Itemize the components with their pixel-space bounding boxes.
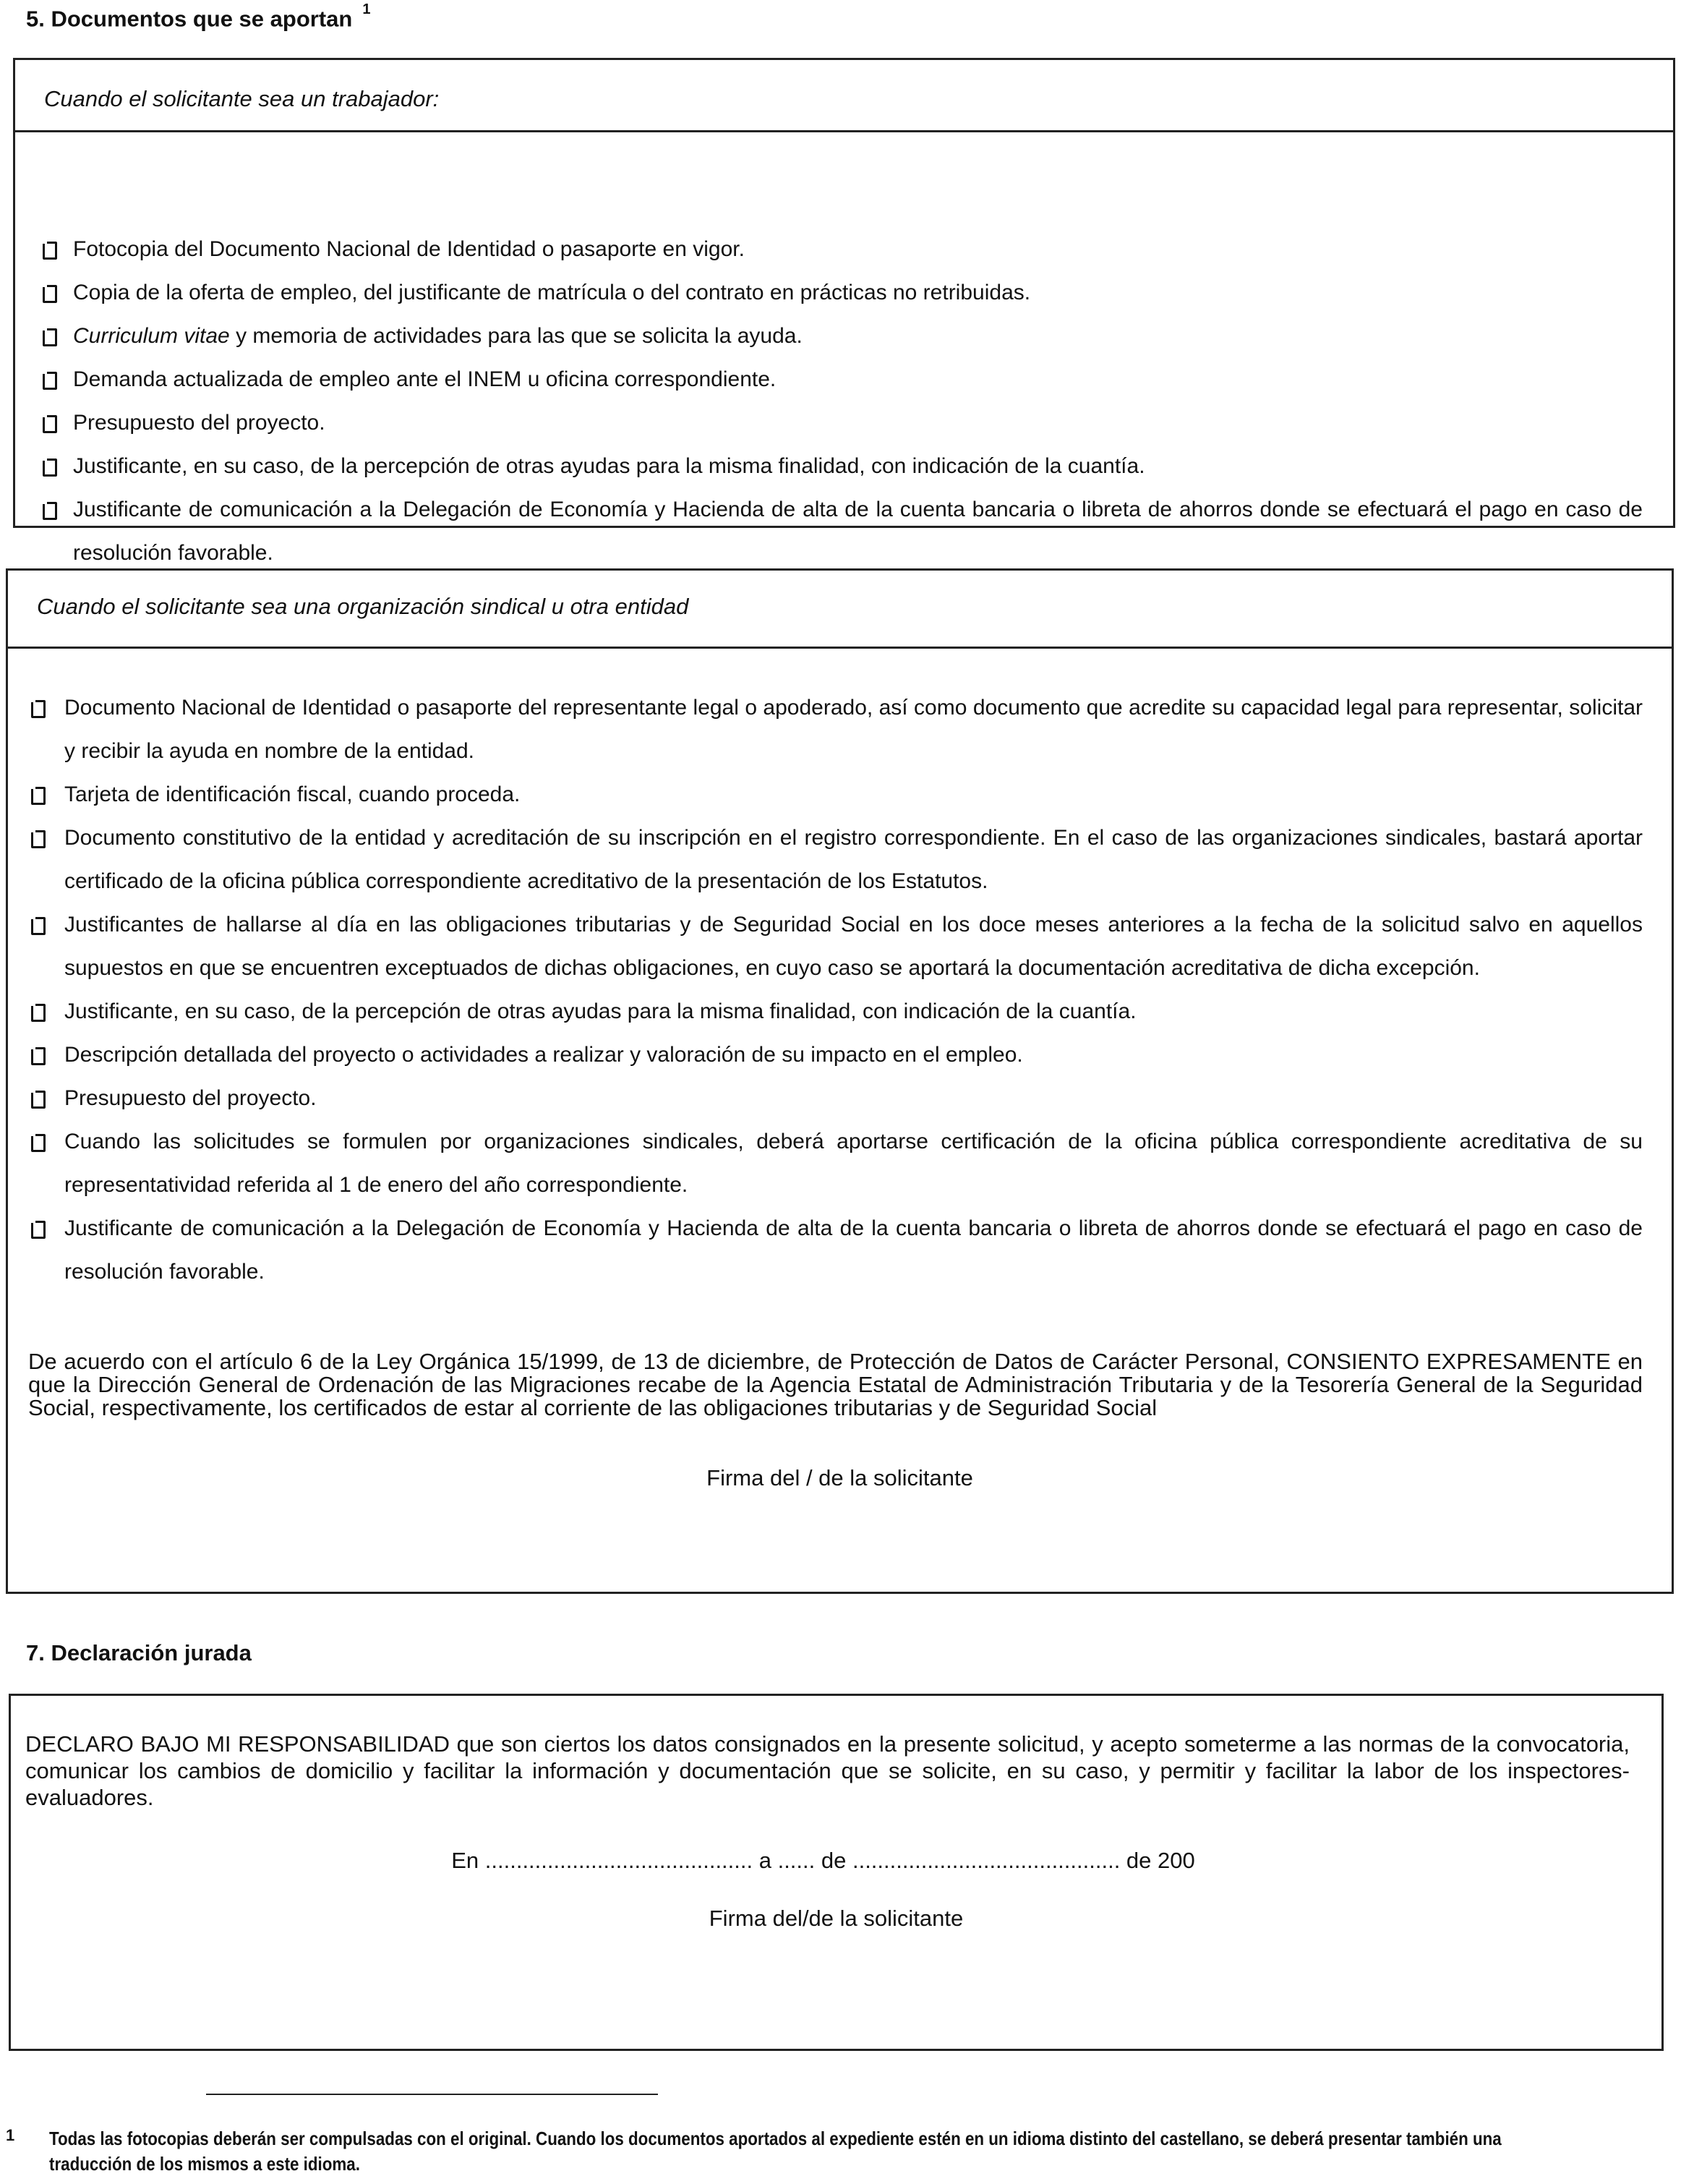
checkbox-icon[interactable] — [31, 1047, 46, 1065]
checklist-item — [8, 1207, 1672, 1294]
worker-box-header — [15, 60, 1673, 132]
checklist-item-text: Demanda actualizada de empleo ante el INEM u oficina correspondiente. — [73, 367, 777, 391]
checkbox-icon[interactable] — [31, 700, 46, 718]
sworn-declaration-box — [9, 1694, 1664, 2051]
section-5-title — [26, 1, 371, 32]
organization-box-header-text: Cuando el solicitante sea una organización sindical u otra entidad — [37, 594, 689, 619]
place-date-line: En ........................................... a ...... de ........................................... de 200 — [451, 1848, 1195, 1873]
checkbox-icon[interactable] — [31, 830, 46, 848]
checklist-item — [15, 228, 1673, 271]
checklist-item-text: Justificante, en su caso, de la percepción de otras ayudas para la misma finalidad, con indicación de la cuantía. — [73, 454, 1145, 478]
declaration-signature-label: Firma del/de la solicitante — [709, 1906, 964, 1931]
worker-box-header-text: Cuando el solicitante sea un trabajador: — [44, 86, 440, 111]
checklist-item-text: y memoria de actividades para las que se solicita la ayuda. — [229, 324, 803, 348]
checkbox-icon[interactable] — [43, 242, 57, 260]
checklist-item-text: Tarjeta de identificación fiscal, cuando proceda. — [64, 782, 521, 806]
checkbox-icon[interactable] — [43, 285, 57, 303]
checklist-item — [15, 401, 1673, 445]
checklist-item — [8, 1077, 1672, 1120]
checklist-item — [8, 816, 1672, 903]
organization-signature-label: Firma del / de la solicitante — [706, 1465, 973, 1490]
organization-box-header — [8, 571, 1672, 649]
checklist-item — [8, 773, 1672, 816]
checklist-item — [15, 315, 1673, 358]
checkbox-icon[interactable] — [43, 415, 57, 433]
section-5-title-text: 5. Documentos que se aportan — [26, 6, 353, 32]
checkbox-icon[interactable] — [43, 502, 57, 520]
checklist-item-text: Copia de la oferta de empleo, del justificante de matrícula o del contrato en prácticas no retribuidas. — [73, 281, 1031, 304]
worker-documents-list — [15, 228, 1673, 575]
footnote-reference: 1 — [362, 1, 371, 17]
checklist-item-text: Documento constitutivo de la entidad y acreditación de su inscripción en el registro correspondiente. En el caso de las organizaciones sindicales, bastará aportar certificado de la oficina pública correspondiente acreditativo de la presentación de los Estatutos. — [64, 826, 1643, 893]
checkbox-icon[interactable] — [43, 328, 57, 346]
worker-documents-box — [13, 58, 1675, 565]
data-protection-consent: De acuerdo con el artículo 6 de la Ley Orgánica 15/1999, de 13 de diciembre, de Protección de Datos de Carácter Personal, CONSIENTO EXPRESAMENTE en que la Dirección General de Ordenación de las Migraciones recabe de la Agencia Estatal de Administración Tributaria y de la Tesorería General de la Seguridad Social, respectivamente, los certificados de estar al corriente de las obligaciones tributarias y de Seguridad Social — [28, 1349, 1643, 1420]
checklist-item — [15, 445, 1673, 488]
footnote-separator — [206, 2094, 658, 2095]
checklist-item — [8, 1033, 1672, 1077]
checkbox-icon[interactable] — [31, 787, 46, 805]
checklist-item — [15, 358, 1673, 401]
checklist-item — [8, 686, 1672, 773]
checklist-item-emphasis: Curriculum vitae — [73, 324, 230, 348]
checklist-item — [8, 1120, 1672, 1207]
checklist-item-text: Justificantes de hallarse al día en las obligaciones tributarias y de Seguridad Social en los doce meses anteriores a la fecha de la solicitud salvo en aquellos supuestos en que se encuentren exceptuados de dichas obligaciones, en cuyo caso se aportará la documentación acreditativa de dicha excepción. — [64, 913, 1643, 980]
checklist-item-text: Justificante de comunicación a la Delegación de Economía y Hacienda de alta de la cuenta bancaria o libreta de ahorros donde se efectuará el pago en caso de resolución favorable. — [64, 1216, 1643, 1284]
checklist-item-text: Justificante, en su caso, de la percepción de otras ayudas para la misma finalidad, con indicación de la cuantía. — [64, 999, 1137, 1023]
checklist-item — [15, 271, 1673, 315]
footnote-text: Todas las fotocopias deberán ser compulsadas con el original. Cuando los documentos aportados al expediente estén en un idioma distinto del castellano, se deberá presentar también una traducción de los mismos a este idioma. — [49, 2128, 1502, 2175]
organization-documents-box — [6, 568, 1674, 1594]
organization-documents-list — [8, 686, 1672, 1294]
checkbox-icon[interactable] — [31, 1004, 46, 1022]
checkbox-icon[interactable] — [31, 917, 46, 935]
checklist-item-text: Descripción detallada del proyecto o actividades a realizar y valoración de su impacto en el empleo. — [64, 1043, 1023, 1067]
checklist-item — [15, 488, 1673, 575]
checklist-item-text: Documento Nacional de Identidad o pasaporte del representante legal o apoderado, así como documento que acredite su capacidad legal para representar, solicitar y recibir la ayuda en nombre de la entidad. — [64, 696, 1643, 763]
checkbox-icon[interactable] — [31, 1221, 46, 1239]
checklist-item-text: Presupuesto del proyecto. — [64, 1086, 317, 1110]
checklist-item — [8, 990, 1672, 1033]
section-7-title: 7. Declaración jurada — [26, 1640, 252, 1665]
checkbox-icon[interactable] — [43, 372, 57, 390]
checkbox-icon[interactable] — [31, 1091, 46, 1109]
checklist-item-text: Cuando las solicitudes se formulen por organizaciones sindicales, deberá aportarse certificación de la oficina pública correspondiente acreditativa de su representatividad referida al 1 de enero del año correspondiente. — [64, 1130, 1643, 1197]
checklist-item — [8, 903, 1672, 990]
checkbox-icon[interactable] — [43, 458, 57, 477]
checklist-item-text: Presupuesto del proyecto. — [73, 411, 325, 435]
footnote-number: 1 — [6, 2126, 15, 2144]
checklist-item-text: Fotocopia del Documento Nacional de Identidad o pasaporte en vigor. — [73, 237, 745, 261]
checkbox-icon[interactable] — [31, 1134, 46, 1152]
checklist-item-text: Justificante de comunicación a la Delegación de Economía y Hacienda de alta de la cuenta bancaria o libreta de ahorros donde se efectuará el pago en caso de resolución favorable. — [73, 498, 1643, 565]
sworn-declaration-text: DECLARO BAJO MI RESPONSABILIDAD que son ciertos los datos consignados en la presente solicitud, y acepto someterme a las normas de la convocatoria, comunicar los cambios de domicilio y facilitar la información y documentación que se solicite, en su caso, y permitir y facilitar la labor de los inspectores-evaluadores. — [25, 1731, 1630, 1810]
